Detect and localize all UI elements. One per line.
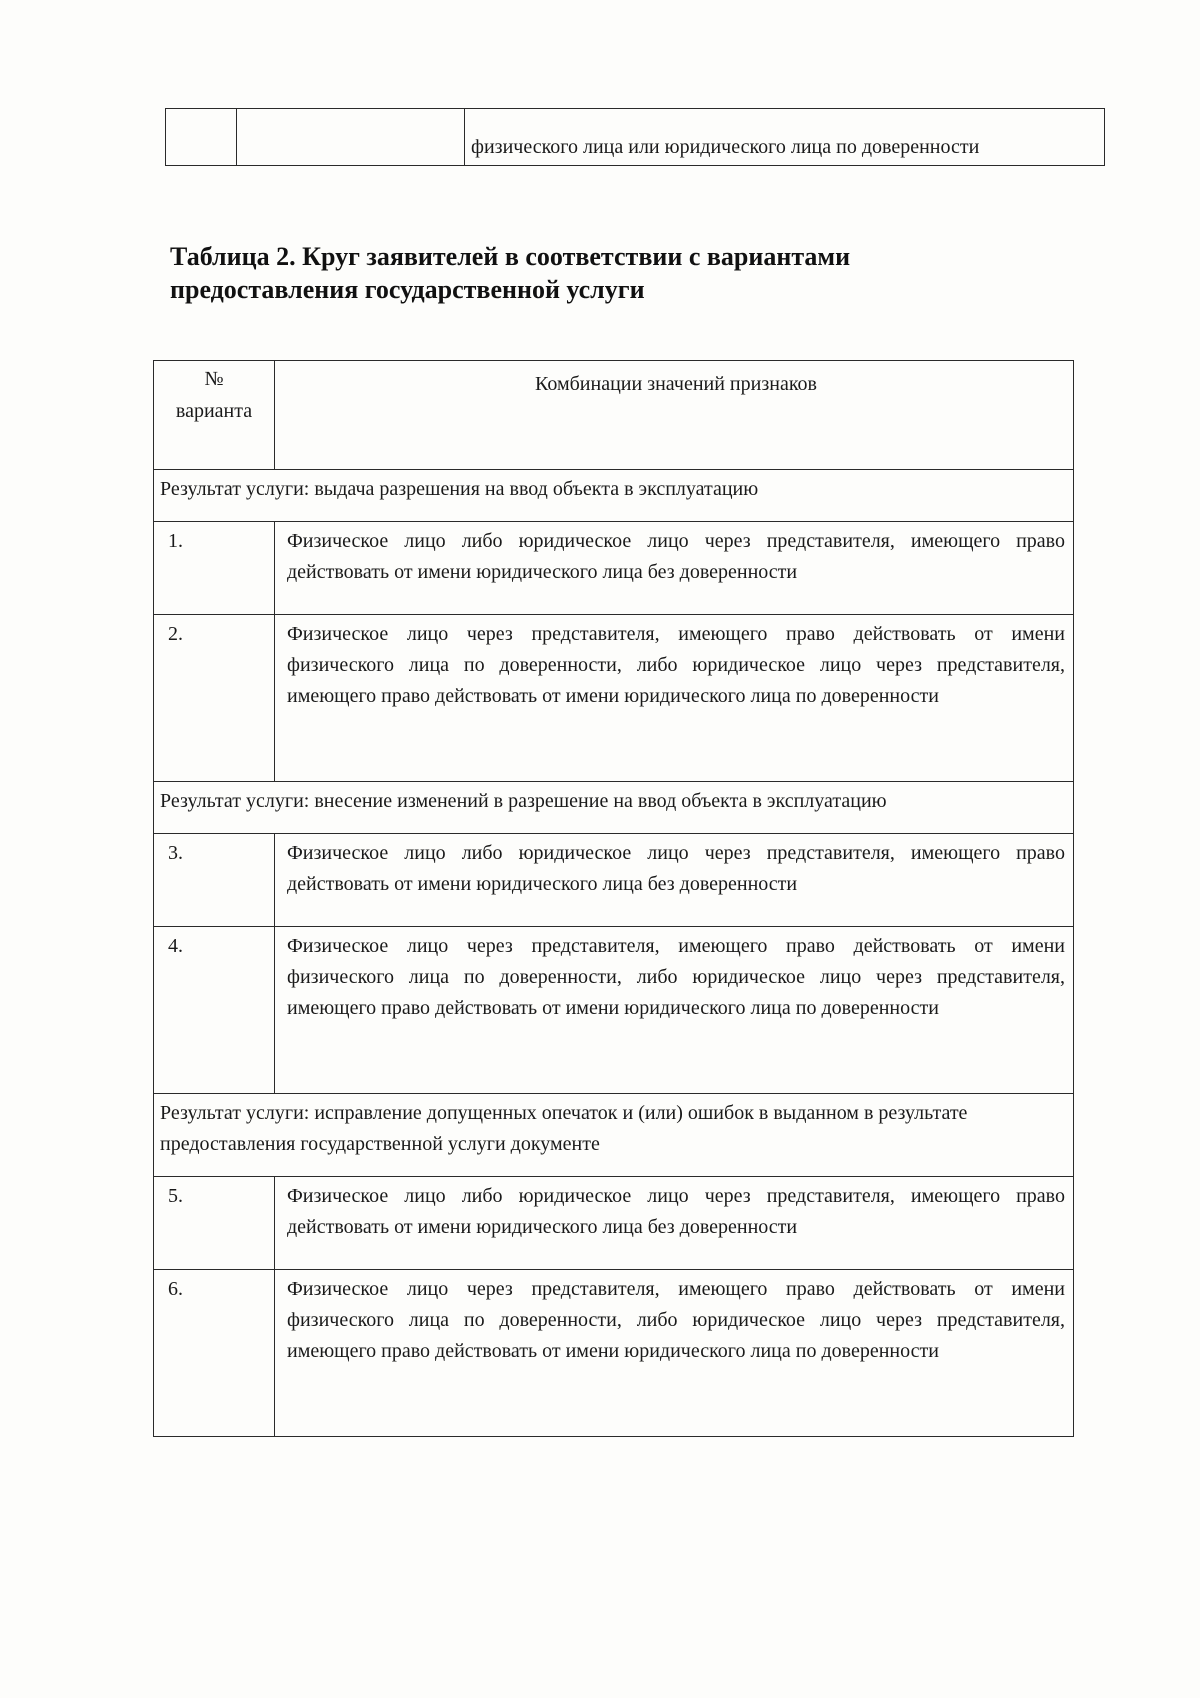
variant-number: 6. bbox=[154, 1270, 275, 1437]
variant-description: Физическое лицо через представителя, имеющего право действовать от имени физического лица по доверенности, либо юридическое лицо через представителя, имеющего право действовать от имени юридического лица по доверенности bbox=[275, 1270, 1074, 1437]
table-row bbox=[154, 1270, 1074, 1437]
section-row bbox=[154, 1094, 1074, 1177]
section-row bbox=[154, 470, 1074, 522]
section-title: Результат услуги: исправление допущенных опечаток и (или) ошибок в выданном в результате предоставления государственной услуги документе bbox=[154, 1094, 1074, 1177]
header-combinations: Комбинации значений признаков bbox=[275, 361, 1074, 470]
table-title-line-1: Таблица 2. Круг заявителей в соответствии с вариантами bbox=[170, 242, 851, 271]
variant-number: 3. bbox=[154, 834, 275, 927]
table-row bbox=[154, 1177, 1074, 1270]
section-title: Результат услуги: внесение изменений в разрешение на ввод объекта в эксплуатацию bbox=[154, 782, 1074, 834]
variant-description: Физическое лицо через представителя, имеющего право действовать от имени физического лица по доверенности, либо юридическое лицо через представителя, имеющего право действовать от имени юридического лица по доверенности bbox=[275, 615, 1074, 782]
variant-number: 4. bbox=[154, 927, 275, 1094]
variant-number: 2. bbox=[154, 615, 275, 782]
variant-description: Физическое лицо либо юридическое лицо через представителя, имеющего право действовать от имени юридического лица без доверенности bbox=[275, 522, 1074, 615]
section-row bbox=[154, 782, 1074, 834]
table-row bbox=[154, 834, 1074, 927]
variant-description: Физическое лицо либо юридическое лицо через представителя, имеющего право действовать от имени юридического лица без доверенности bbox=[275, 834, 1074, 927]
table-row bbox=[166, 109, 1105, 166]
table-cell: физического лица или юридического лица по доверенности bbox=[465, 109, 1105, 166]
table-title-line-2: предоставления государственной услуги bbox=[170, 275, 645, 304]
variant-description: Физическое лицо через представителя, имеющего право действовать от имени физического лица по доверенности, либо юридическое лицо через представителя, имеющего право действовать от имени юридического лица по доверенности bbox=[275, 927, 1074, 1094]
table-title bbox=[170, 240, 1030, 306]
table-cell bbox=[166, 109, 237, 166]
table-header-row bbox=[154, 361, 1074, 470]
table-row bbox=[154, 927, 1074, 1094]
table-row bbox=[154, 522, 1074, 615]
section-title: Результат услуги: выдача разрешения на ввод объекта в эксплуатацию bbox=[154, 470, 1074, 522]
table-row bbox=[154, 615, 1074, 782]
variant-description: Физическое лицо либо юридическое лицо через представителя, имеющего право действовать от имени юридического лица без доверенности bbox=[275, 1177, 1074, 1270]
continuation-table bbox=[165, 108, 1105, 166]
variant-number: 5. bbox=[154, 1177, 275, 1270]
header-variant-number: № варианта bbox=[154, 361, 275, 470]
applicants-table bbox=[153, 360, 1074, 1437]
variant-number: 1. bbox=[154, 522, 275, 615]
table-cell bbox=[237, 109, 465, 166]
